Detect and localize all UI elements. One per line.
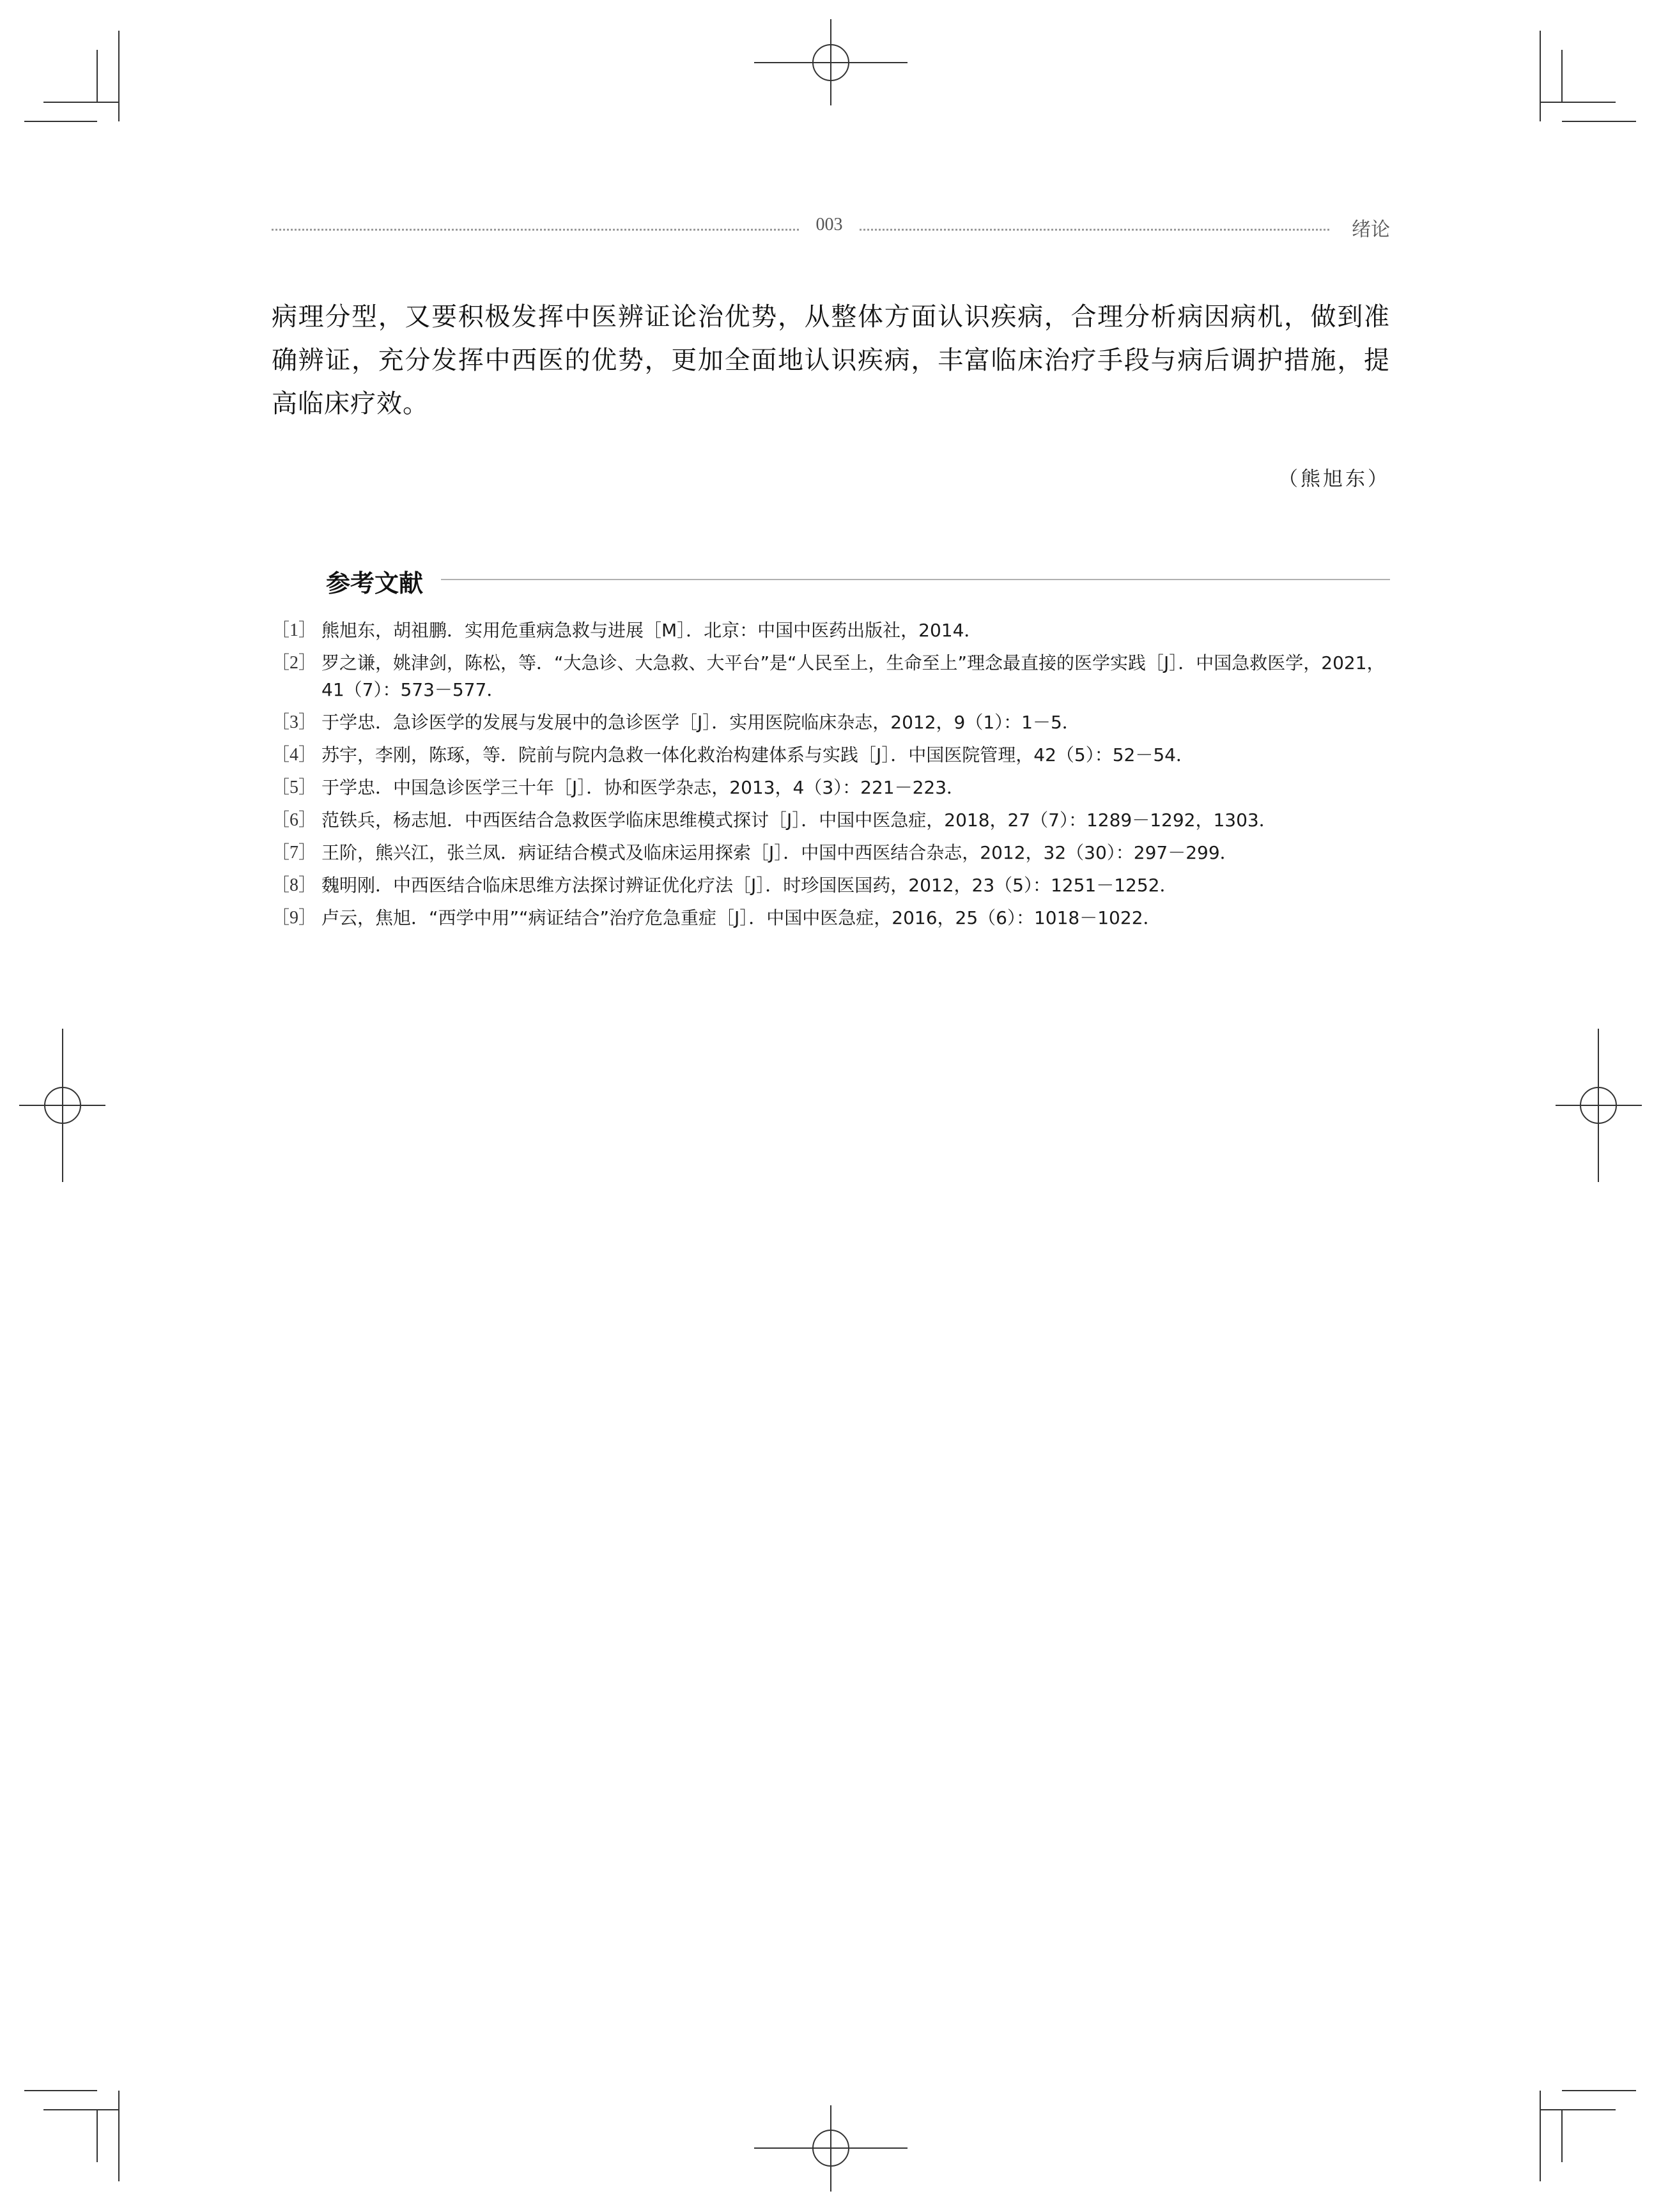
reference-number: ［7］: [272, 843, 317, 863]
references-list: [272, 617, 1390, 937]
reference-item: [272, 774, 1390, 801]
reference-text: 魏明刚．中西医结合临床思维方法探讨辨证优化疗法［J］．时珍国医国药，2012，23（5）：1251－1252．: [321, 875, 1178, 896]
reference-item: [272, 872, 1390, 899]
reference-text: 罗之谦，姚津剑，陈松，等．“大急诊、大急救、大平台”是“人民至上，生命至上”理念最直接的医学实践［J］．中国急救医学，2021，41（7）：573－577．: [321, 652, 1385, 700]
registration-mark-left: [19, 1029, 105, 1182]
reference-number: ［6］: [272, 810, 317, 830]
registration-mark-top: [754, 19, 908, 105]
reference-item: [272, 840, 1390, 866]
references-header: [326, 564, 1390, 595]
reference-item: [272, 742, 1390, 769]
reference-number: ［5］: [272, 778, 317, 797]
reference-number: ［3］: [272, 712, 317, 732]
reference-number: ［9］: [272, 908, 317, 928]
reference-item: [272, 807, 1390, 834]
reference-text: 王阶，熊兴江，张兰凤．病证结合模式及临床运用探索［J］．中国中西医结合杂志，2012，32（30）：297－299．: [321, 842, 1238, 863]
registration-mark-bottom: [754, 2105, 908, 2192]
reference-number: ［2］: [272, 653, 317, 673]
reference-item: [272, 617, 1390, 644]
references-heading: 参考文献: [326, 564, 435, 599]
reference-number: ［4］: [272, 745, 317, 765]
references-rule: [441, 579, 1390, 580]
body-paragraph: 病理分型，又要积极发挥中医辨证论治优势，从整体方面认识疾病，合理分析病因病机，做到准确辨证，充分发挥中西医的优势，更加全面地认识疾病，丰富临床治疗手段与病后调护措施，提高临床疗效。: [272, 302, 1390, 419]
reference-text: 于学忠．中国急诊医学三十年［J］．协和医学杂志，2013，4（3）：221－223．: [321, 777, 965, 798]
reference-number: ［8］: [272, 875, 317, 895]
running-head-leader: [860, 229, 1329, 231]
page-number: 003: [815, 215, 843, 234]
reference-text: 范铁兵，杨志旭．中西医结合急救医学临床思维模式探讨［J］．中国中医急症，2018，27（7）：1289－1292，1303．: [321, 810, 1277, 831]
running-head-leader: [272, 229, 799, 231]
reference-item: [272, 650, 1390, 703]
section-title: 绪论: [1352, 219, 1390, 241]
reference-text: 卢云，焦旭．“西学中用”“病证结合”治疗危急重症［J］．中国中医急症，2016，25（6）：1018－1022．: [321, 907, 1161, 928]
reference-text: 熊旭东，胡祖鹏．实用危重病急救与进展［M］．北京：中国中医药出版社，2014．: [321, 620, 982, 641]
reference-text: 于学忠．急诊医学的发展与发展中的急诊医学［J］．实用医院临床杂志，2012，9（1）：1－5．: [321, 712, 1080, 733]
author-signature: （熊旭东）: [1278, 468, 1390, 491]
reference-item: [272, 905, 1390, 932]
reference-number: ［1］: [272, 620, 317, 640]
reference-text: 苏宇，李刚，陈琢，等．院前与院内急救一体化救治构建体系与实践［J］．中国医院管理，42（5）：52－54．: [321, 744, 1194, 765]
registration-mark-right: [1556, 1029, 1642, 1182]
running-head: [272, 213, 1390, 245]
reference-item: [272, 709, 1390, 736]
